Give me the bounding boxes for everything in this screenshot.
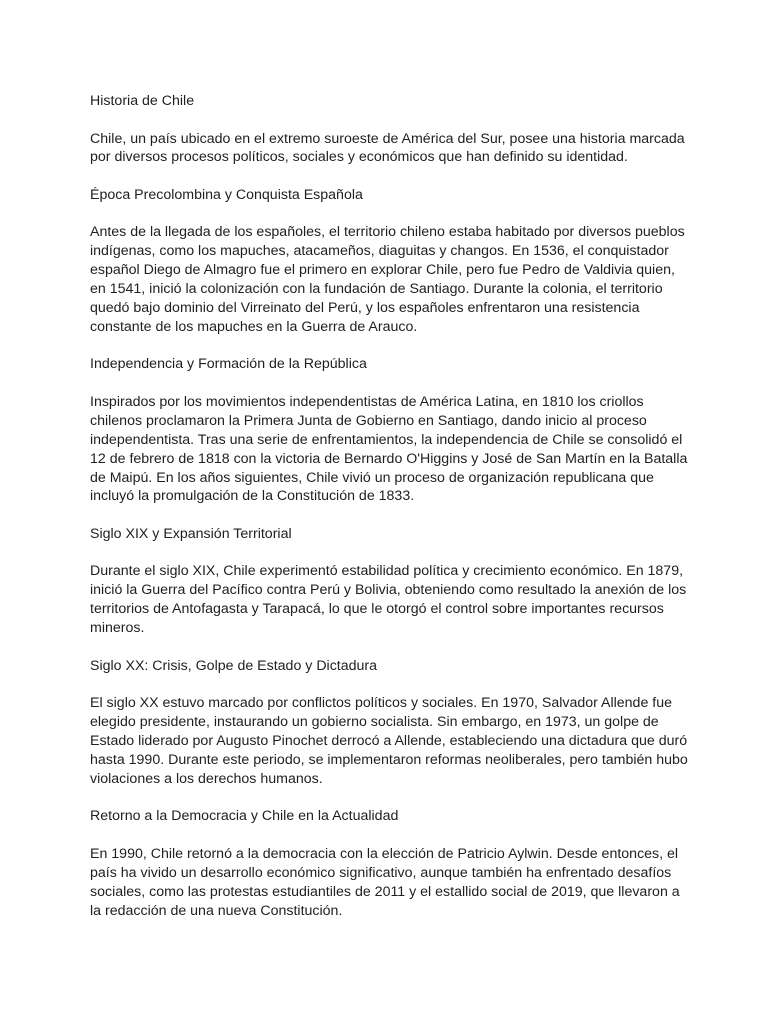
paragraph-line: en 1541, inició la colonización con la fundación de Santiago. Durante la colonia, el territorio <box>90 281 663 298</box>
section-paragraph-precolombina <box>90 223 685 336</box>
section-heading-text: Época Precolombina y Conquista Española <box>90 186 363 203</box>
paragraph-line: por diversos procesos políticos, sociales y económicos que han definido su identidad. <box>90 149 628 166</box>
paragraph-line: independentista. Tras una serie de enfrentamientos, la independencia de Chile se consolidó el <box>90 431 683 448</box>
intro-paragraph <box>90 130 685 168</box>
paragraph-line: Durante el siglo XIX, Chile experimentó estabilidad política y crecimiento económico. En 1879, <box>90 563 684 580</box>
section-paragraph-siglo-xix <box>90 562 687 638</box>
paragraph-line: El siglo XX estuvo marcado por conflictos políticos y sociales. En 1970, Salvador Allende fue <box>90 695 673 712</box>
paragraph-line: inició la Guerra del Pacífico contra Perú y Bolivia, obteniendo como resultado la anexión de los <box>90 582 687 599</box>
section-paragraph-democracia <box>90 845 680 921</box>
paragraph-line: la redacción de una nueva Constitución. <box>90 902 343 919</box>
paragraph-line: incluyó la promulgación de la Constitución de 1833. <box>90 488 415 505</box>
section-heading-siglo-xix <box>90 525 680 544</box>
section-heading-independencia <box>90 355 680 374</box>
section-heading-democracia <box>90 807 680 826</box>
section-heading-text: Independencia y Formación de la República <box>90 356 367 373</box>
paragraph-line: elegido presidente, instaurando un gobierno socialista. Sin embargo, en 1973, un golpe de <box>90 714 659 731</box>
paragraph-line: de Maipú. En los años siguientes, Chile vivió un proceso de organización republicana que <box>90 469 654 486</box>
paragraph-line: constante de los mapuches en la Guerra de Arauco. <box>90 318 418 335</box>
paragraph-line: 12 de febrero de 1818 con la victoria de Bernardo O'Higgins y José de San Martín en la Batalla <box>90 450 688 467</box>
paragraph-line: chilenos proclamaron la Primera Junta de Gobierno en Santiago, dando inicio al proceso <box>90 412 647 429</box>
paragraph-line: quedó bajo dominio del Virreinato del Perú, y los españoles enfrentaron una resistencia <box>90 300 640 317</box>
paragraph-line: hasta 1990. Durante este periodo, se implementaron reformas neoliberales, pero también hubo <box>90 751 688 768</box>
section-heading-text: Retorno a la Democracia y Chile en la Actualidad <box>90 808 399 825</box>
paragraph-line: mineros. <box>90 620 145 637</box>
paragraph-line: sociales, como las protestas estudiantiles de 2011 y el estallido social de 2019, que llevaron a <box>90 883 680 900</box>
paragraph-line: español Diego de Almagro fue el primero en explorar Chile, pero fue Pedro de Valdivia quien, <box>90 262 675 279</box>
section-paragraph-independencia <box>90 393 688 506</box>
title-text: Historia de Chile <box>90 93 195 109</box>
section-heading-siglo-xx <box>90 657 680 676</box>
paragraph-line: Chile, un país ubicado en el extremo suroeste de América del Sur, posee una historia marcada <box>90 130 685 147</box>
paragraph-line: indígenas, como los mapuches, atacameños, diaguitas y changos. En 1536, el conquistador <box>90 243 669 260</box>
document-content <box>90 92 688 939</box>
section-heading-text: Siglo XIX y Expansión Territorial <box>90 525 292 542</box>
document-title <box>90 92 680 111</box>
paragraph-line: Inspirados por los movimientos independentistas de América Latina, en 1810 los criollos <box>90 393 644 410</box>
paragraph-line: En 1990, Chile retornó a la democracia con la elección de Patricio Aylwin. Desde entonces, el <box>90 845 679 862</box>
section-paragraph-siglo-xx <box>90 694 688 789</box>
paragraph-line: Antes de la llegada de los españoles, el territorio chileno estaba habitado por diversos pueblos <box>90 224 685 241</box>
paragraph-line: violaciones a los derechos humanos. <box>90 770 323 787</box>
section-heading-text: Siglo XX: Crisis, Golpe de Estado y Dictadura <box>90 657 378 674</box>
paragraph-line: Estado liderado por Augusto Pinochet derrocó a Allende, estableciendo una dictadura que duró <box>90 733 688 749</box>
paragraph-line: país ha vivido un desarrollo económico significativo, aunque también ha enfrentado desafíos <box>90 864 672 881</box>
paragraph-line: territorios de Antofagasta y Tarapacá, lo que le otorgó el control sobre importantes recursos <box>90 601 664 618</box>
section-heading-precolombina <box>90 186 680 205</box>
